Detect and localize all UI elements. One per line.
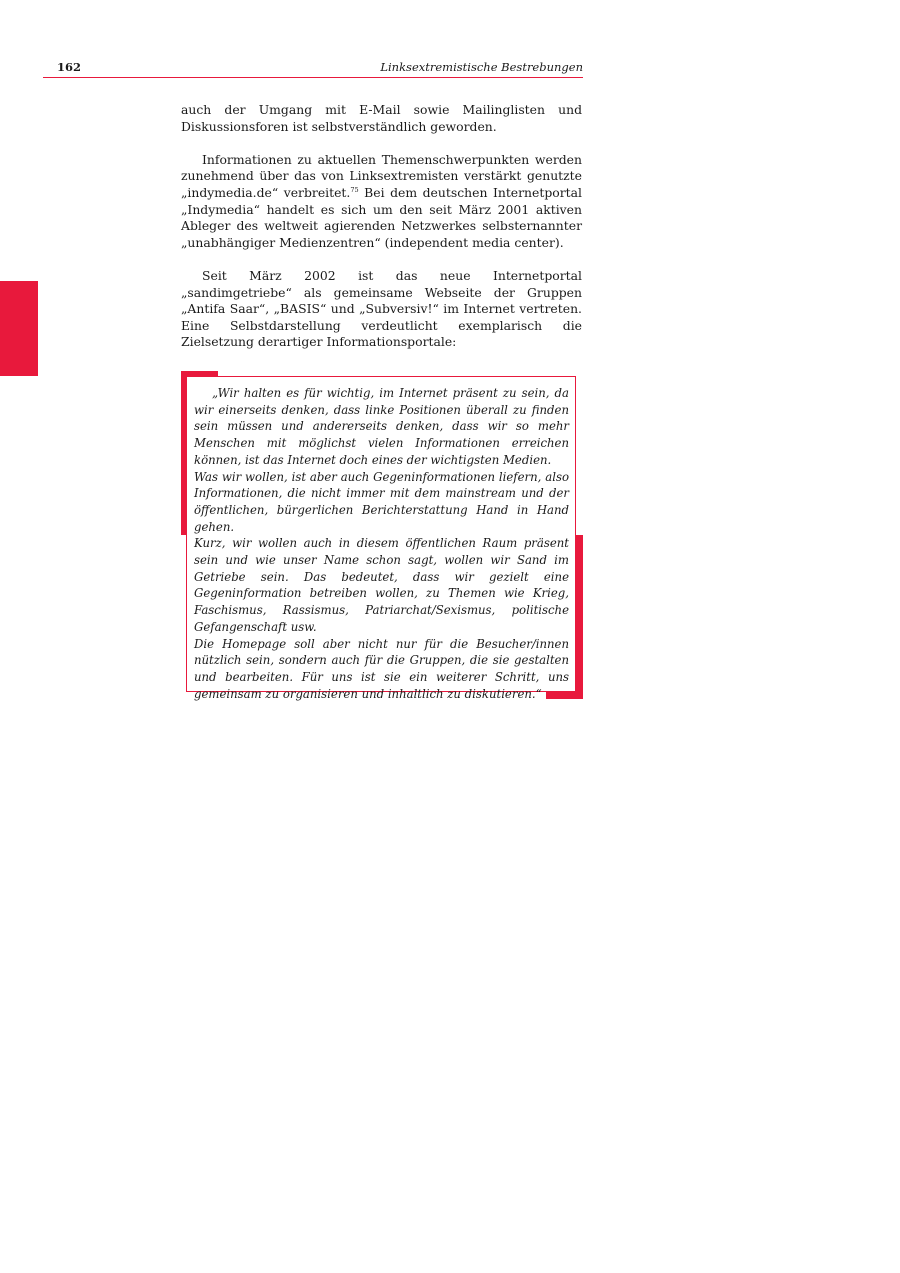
footnote-reference: 75 [350,185,359,194]
running-title: Linksextremistische Bestrebungen [380,60,583,74]
quote-paragraph-2: Was wir wollen, ist aber auch Gegeninformationen liefern, also Informationen, die nicht immer mit dem mainstream und der öffentlichen, bürgerlichen Berichterstattung Hand in Hand gehen. [194,469,569,534]
body-paragraph-3: Seit März 2002 ist das neue Internetportal „sandimgetriebe“ als gemeinsame Webseite der Gruppen „Antifa Saar“, „BASIS“ und „Subversiv!“ im Internet vertreten. Eine Selbstdarstellung verdeutlicht exemplarisch die Zielsetzung derartiger Informationsportale: [181,267,582,350]
quote-paragraph-4: Die Homepage soll aber nicht nur für die Besucher/innen nützlich sein, sondern auch für die Gruppen, die sie gestalten und bearbeiten. Für uns ist sie ein weiterer Schritt, uns gemeinsam zu organisieren und inhaltlich zu diskutieren.“ [194,636,569,701]
quote-box [186,376,576,701]
quote-paragraph-1: „Wir halten es für wichtig, im Internet präsent zu sein, da wir einerseits denken, dass linke Positionen überall zu finden sein müssen und andererseits denken, dass wir so mehr Menschen mit möglichst vielen Informationen erreichen können, ist das Internet doch eines der wichtigsten Medien. [194,386,569,467]
body-paragraph-1: auch der Umgang mit E-Mail sowie Mailinglisten und Diskussionsforen ist selbstverständlich geworden. [181,102,582,134]
chapter-side-tab [0,281,38,376]
body-paragraph-2-continuation: Bei dem deutschen Internetportal „Indymedia“ handelt es sich um den seit März 2001 aktiven Ableger des weltweit agierenden Netzwerkes selbsternannter „unabhängiger Medienzentren“ (independent media center). [181,184,582,250]
page-header [43,60,583,78]
page-number: 162 [57,60,82,74]
main-text [181,102,582,368]
quote-paragraph-3: Kurz, wir wollen auch in diesem öffentlichen Raum präsent sein und wie unser Name schon sagt, wollen wir Sand im Getriebe sein. Das bedeutet, dass wir gezielt eine Gegeninformation betreiben wollen, zu Themen wie Krieg, Faschismus, Rassismus, Patriarchat/Sexismus, politische Gefangenschaft usw. [194,536,569,634]
body-paragraph-2-text: Informationen zu aktuellen Themenschwerpunkten werden zunehmend über das von Linksextremisten verstärkt genutzte „indymedia.de“ verbreitet. [181,151,582,200]
body-paragraph-2 [181,152,582,252]
